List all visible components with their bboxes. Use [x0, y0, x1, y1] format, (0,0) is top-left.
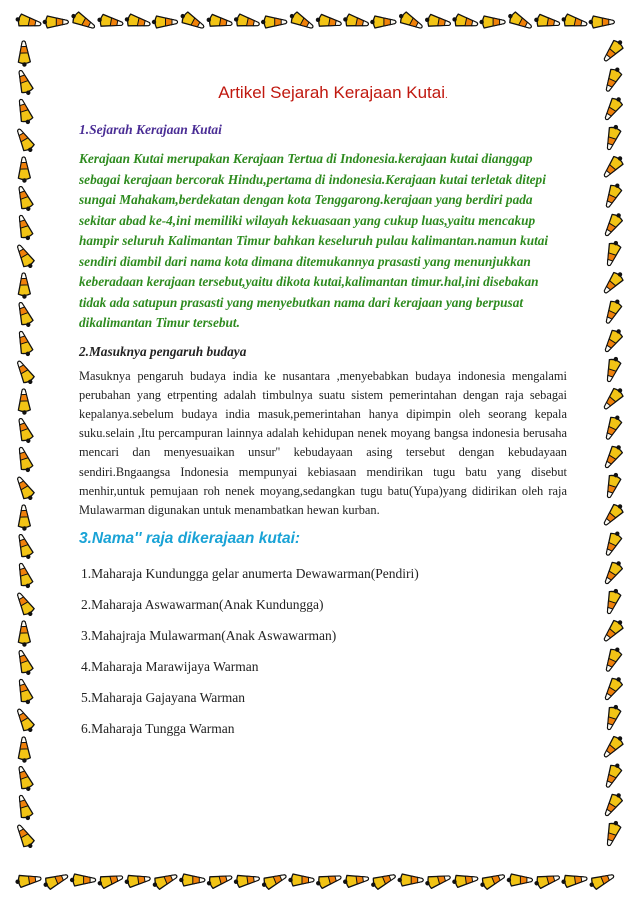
candy-corn-icon	[601, 210, 625, 238]
king-item: 6.Maharaja Tungga Warman	[81, 721, 235, 737]
article	[79, 82, 567, 744]
candy-corn-icon	[533, 14, 560, 30]
candy-corn-icon	[15, 649, 35, 677]
candy-corn-icon	[603, 239, 622, 267]
candy-corn-icon	[18, 505, 31, 531]
candy-corn-icon	[15, 98, 34, 126]
candy-corn-icon	[601, 326, 625, 354]
candy-corn-icon	[15, 794, 34, 822]
candy-corn-icon	[70, 874, 96, 886]
candy-corn-icon	[398, 874, 424, 886]
candy-corn-icon	[260, 870, 288, 891]
candy-corn-icon	[451, 873, 478, 888]
candy-corn-icon	[603, 355, 622, 383]
candy-corn-icon	[603, 703, 622, 731]
candy-corn-icon	[287, 10, 315, 33]
candy-corn-icon	[18, 41, 31, 67]
kings-list	[79, 558, 567, 744]
candy-corn-icon	[506, 10, 534, 33]
candy-corn-icon	[13, 822, 36, 850]
king-item: 5.Maharaja Gajayana Warman	[81, 690, 245, 706]
candy-corn-icon	[233, 873, 260, 888]
candy-corn-icon	[603, 471, 622, 499]
candy-corn-icon	[96, 871, 124, 889]
candy-corn-icon	[587, 870, 615, 891]
title-suffix: .	[445, 90, 448, 101]
candy-corn-icon	[342, 873, 369, 888]
candy-corn-icon	[151, 870, 179, 891]
candy-corn-icon	[15, 301, 35, 329]
candy-corn-icon	[18, 157, 31, 183]
candy-corn-icon	[13, 590, 36, 618]
candy-corn-icon	[424, 871, 452, 889]
candy-corn-icon	[602, 65, 624, 93]
section-2-paragraph: Masuknya pengaruh budaya india ke nusantara ,menyebabkan budaya indonesia mengalami perubahan yang etrpenting adalah timbulnya suatu sistem pemerintahan dengan raja sebagai kepalanya.sebelum budaya india masuk,pemerintahan hanya dipimpin oleh seorang kepala suku.selain ,Itu percampuran lainnya adalah kehidupan nenek moyang bangsa indonesia berusaha mencari dan menyesuaikan unsur'' kebudayaan asing tersebut dengan kebudayaan sendiri.Bngaangsa Indonesia mempunyai kebiasaan mendirikan tugu batu yang disebut menhir,untuk pemujaan roh nenek moyang,sedangkan tugu batu(Yupa)yang didirikan oleh raja Mulawarman digunakan untuk menambatkan hewan kurban.	[79, 368, 567, 517]
candy-corn-icon	[315, 871, 343, 889]
candy-corn-icon	[15, 873, 42, 888]
candy-corn-icon	[561, 873, 588, 888]
section-2-heading: 2.Masuknya pengaruh budaya	[79, 343, 247, 359]
king-item: 2.Maharaja Aswawarman(Anak Kundungga)	[81, 597, 324, 613]
candy-corn-icon	[15, 417, 35, 445]
candy-corn-icon	[601, 790, 625, 818]
candy-corn-icon	[69, 10, 97, 33]
candy-corn-icon	[600, 385, 626, 412]
page-title	[79, 82, 567, 107]
candy-corn-icon	[18, 389, 31, 415]
candy-corn-icon	[369, 870, 397, 891]
section-1-paragraph: Kerajaan Kutai merupakan Kerajaan Tertua di Indonesia.kerajaan kutai dianggap sebagai kerajaan bercorak Hindu,pertama di indonesia.Kerajaan kutai terletak ditepi sungai Mahakam,berdekatan dengan kota Tenggarong.kerajaan yang berdiri pada sekitar abad ke-4,ini memiliki wilayah kekuasaan yang cukup luas,yaitu mencakup hampir seluruh Kalimantan Timur bahkan keseluruh pulau kalimantan.namun kutai sendiri diambil dari nama kota dimana ditemukannya prasasti yang menunjukkan keberadaan kerajaan tersebut,yaitu dikota kutai,kalimantan timur.hal,ini disebakan tidak ada satupun prasasti yang menyebutkan nama dari kerajaan yang berpusat dikalimantan Timur tersebut.	[79, 151, 549, 330]
candy-corn-icon	[342, 13, 370, 30]
candy-corn-icon	[600, 733, 626, 760]
king-item: 3.Mahajraja Mulawarman(Anak Aswawarman)	[81, 628, 337, 644]
section-1-heading: 1.Sejarah Kerajaan Kutai	[79, 122, 222, 137]
candy-corn-icon	[14, 13, 42, 30]
candy-corn-icon	[601, 674, 625, 702]
candy-corn-icon	[533, 871, 561, 889]
candy-corn-icon	[15, 678, 34, 706]
candy-corn-icon	[13, 242, 36, 270]
candy-corn-icon	[601, 442, 625, 470]
candy-corn-icon	[15, 533, 35, 561]
candy-corn-icon	[15, 562, 34, 590]
candy-corn-icon	[15, 446, 34, 474]
candy-corn-icon	[178, 10, 206, 33]
candy-corn-icon	[602, 761, 624, 789]
candy-corn-icon	[602, 181, 624, 209]
candy-corn-icon	[560, 13, 588, 30]
candy-corn-icon	[124, 13, 152, 30]
candy-corn-icon	[152, 16, 178, 28]
king-item: 1.Maharaja Kundungga gelar anumerta Dewawarman(Pendiri)	[81, 566, 419, 582]
king-item: 4.Maharaja Marawijaya Warman	[81, 659, 259, 675]
candy-corn-icon	[15, 330, 34, 358]
candy-corn-icon	[179, 874, 205, 886]
candy-corn-icon	[600, 37, 626, 64]
candy-corn-icon	[18, 621, 31, 647]
candy-corn-icon	[41, 870, 69, 891]
candy-corn-icon	[600, 501, 626, 528]
candy-corn-icon	[507, 874, 533, 886]
candy-corn-icon	[18, 737, 31, 763]
candy-corn-icon	[603, 123, 622, 151]
candy-corn-icon	[205, 871, 233, 889]
candy-corn-icon	[479, 16, 505, 28]
candy-corn-icon	[600, 153, 626, 180]
candy-corn-icon	[602, 645, 624, 673]
candy-corn-icon	[315, 14, 342, 30]
candy-corn-icon	[18, 273, 31, 299]
candy-corn-icon	[288, 874, 314, 886]
candy-corn-icon	[424, 14, 451, 30]
candy-corn-icon	[96, 14, 123, 30]
candy-corn-icon	[601, 558, 625, 586]
candy-corn-icon	[600, 269, 626, 296]
candy-corn-icon	[602, 529, 624, 557]
title-text: Artikel Sejarah Kerajaan Kutai	[218, 83, 445, 102]
section-3-heading: 3.Nama'' raja dikerajaan kutai:	[79, 530, 301, 548]
candy-corn-icon	[15, 69, 35, 97]
candy-corn-icon	[233, 13, 261, 30]
candy-corn-icon	[13, 358, 36, 386]
candy-corn-icon	[600, 617, 626, 644]
candy-corn-icon	[15, 185, 35, 213]
candy-corn-icon	[602, 413, 624, 441]
candy-corn-icon	[602, 297, 624, 325]
candy-corn-icon	[15, 214, 34, 242]
candy-corn-icon	[13, 706, 36, 734]
candy-corn-icon	[603, 819, 622, 847]
candy-corn-icon	[124, 873, 151, 888]
candy-corn-icon	[261, 16, 287, 28]
candy-corn-icon	[396, 10, 424, 33]
candy-corn-icon	[601, 94, 625, 122]
candy-corn-icon	[15, 765, 35, 793]
candy-corn-icon	[589, 16, 615, 28]
candy-corn-icon	[603, 587, 622, 615]
candy-corn-icon	[451, 13, 479, 30]
candy-corn-icon	[370, 16, 396, 28]
candy-corn-icon	[13, 126, 36, 154]
candy-corn-icon	[13, 474, 36, 502]
candy-corn-icon	[43, 16, 69, 28]
candy-corn-icon	[478, 870, 506, 891]
candy-corn-icon	[206, 14, 233, 30]
